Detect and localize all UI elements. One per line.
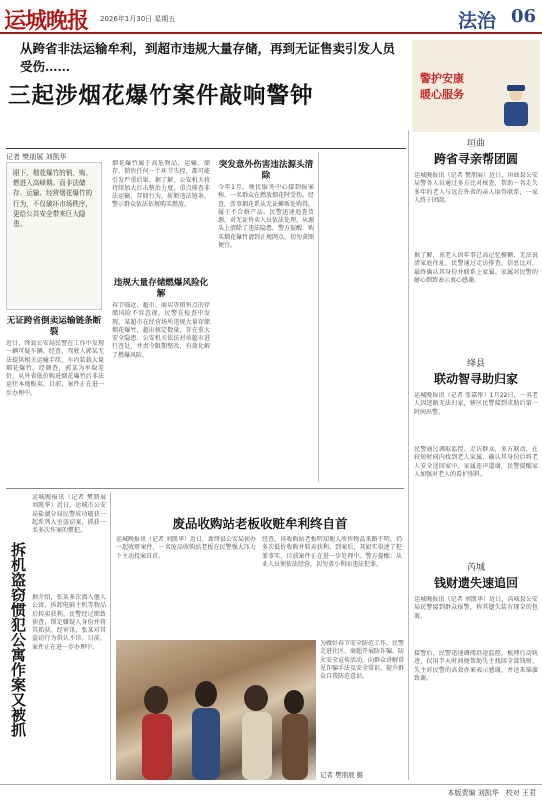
side-lower-kicker: 芮城: [466, 563, 485, 573]
lead-deck: 从跨省非法运输牟利，到超市违规大量存储，再到无证售卖引发人员受伤……: [20, 41, 396, 74]
side-mid-headline: 联动智寻助归家: [433, 372, 518, 386]
masthead: [0, 0, 542, 34]
waste-headline: 废品收购站老板收赃牟利终自首: [172, 516, 348, 531]
side-upper-headline: 跨省寻亲帮团圆: [433, 152, 518, 166]
photo-caption: 为做好春节安全防范工作，民警走进社区、商超开展防诈骗、防火安全宣传活动，向群众讲解常见诈骗手法及安全常识，提升群众自我防范意识。: [320, 640, 404, 681]
column-divider: [318, 152, 319, 482]
promo-banner: [412, 40, 540, 132]
side-lower-byline: 运城晚报讯（记者 刘凯华）近日，芮城县公安局民警接到群众报警，称其遗失装有现金的包裹。: [414, 596, 538, 620]
side-mid-kicker: 绛县: [466, 359, 485, 369]
lead-body-3: 春节临近，超市、商店等销售点的存储风险不容忽视。民警在检查中发现，某超市在经营场所违规大量存储烟花爆竹，超出核定数量，存在重大安全隐患。公安机关依法对该超市进行查处，并责令限期整改，有效化解了燃爆风险。: [112, 302, 210, 359]
theft-headline: 拆机盗窃惯犯公寓作案又被抓: [9, 542, 27, 737]
section-divider: [6, 488, 404, 489]
lead-body-1: 近日，绛县公安局民警在工作中发现一辆可疑车辆。经查，驾驶人郭某无法提供相关运输手续，车内装载大量烟花爆竹。经调查，郭某为牟取差价，从外省低价购进烟花爆竹后非法运往本地贩卖。目前，案件正在进一步办理中。: [6, 340, 104, 397]
newspaper-logo: 运城晚报: [4, 8, 89, 34]
section-name: 法治: [457, 10, 496, 32]
side-upper-body: 据了解，该老人因年事已高记忆模糊，无法说清家庭住址。民警通过走访排查、信息比对，最终确认其身份并联系上家属。家属对民警的耐心细致表示衷心感谢。: [414, 252, 538, 284]
side-upper-kicker: 垣曲: [466, 139, 485, 149]
police-figure-icon: [498, 84, 534, 128]
footer-editor: 本版责编 刘凯华 校对 王君: [447, 789, 536, 797]
side-upper-byline: 运城晚报讯（记者 樊朋展）近日，垣曲县公安局警务人员通过多方比对核查，帮助一名走失多年的老人与远在外省的亲人取得联系，一家人终于团圆。: [414, 172, 538, 204]
news-photo: [116, 640, 316, 780]
theft-rule: [110, 492, 111, 780]
page-number: 06: [510, 6, 536, 27]
waste-byline: 运城晚报讯（记者 刘凯华）近日，新绛县公安局侦办一起收赃案件，一名废品收购站老板在民警强大压力下主动投案自首。: [116, 536, 256, 560]
lead-body-2: 烟花爆竹属于高危物品，运输、储存、销售任何一个环节失控，都可能引发严重后果。据了解，公安机关将持续加大打击整治力度，重点排查非法运输、存储行为，斩断违法链条，警示群众依法依规购买燃放。: [112, 160, 210, 209]
people-silhouettes-icon: [116, 640, 316, 780]
theft-byline: 运城晚报讯（记者 樊朋展 刘凯华）近日，运城市公安局盐湖分局民警成功破获一起系列入室盗窃案，抓获一名多次作案的惯犯。: [32, 494, 106, 535]
side-mid-byline: 运城晚报讯（记者 张嘉彤）1月22日，一名老人因迷路无法归家，辖区民警接到求助后第一时间出警。: [414, 392, 538, 416]
lead-subhead-3: 突发意外伤害违法源头清除: [218, 160, 314, 181]
lead-byline: 记者 樊朋展 刘凯华: [6, 153, 67, 161]
side-lower-headline: 钱财遗失速追回: [433, 576, 518, 590]
lead-headline: 三起涉烟花爆竹案件敲响警钟: [8, 83, 314, 109]
waste-body: 经查，该收购站老板明知他人所售物品来路不明，仍多次低价收购并转卖获利。到案后，其如实供述了犯罪事实，目前案件正在进一步处理中。警方提醒：从业人员须依法经营，切勿贪小利而违法犯罪。: [262, 536, 402, 568]
lead-teaser-box: 眼下，烟花爆竹的销、购、燃进入高峰期。而非法储存、运输、经营烟花爆竹的行为，不仅破坏市场秩序，更给公共安全带来巨大隐患。: [6, 162, 102, 310]
theft-body: 据介绍，张某多次潜入他人公寓，拆卸电脑主机等物品后转卖获利。民警经过细致侦查，锁定嫌疑人身份并将其抓获。经审讯，张某对其盗窃行为供认不讳。目前，案件正在进一步办理中。: [32, 594, 106, 651]
promo-title-1: 警护安康: [420, 72, 464, 85]
divider: [6, 148, 406, 149]
side-rule: [408, 130, 409, 780]
side-mid-body: 民警通过调取监控、走访群众，多方联动，在较短时间内找到老人家属，确认其身份后将老人安全送回家中。家属连声道谢，民警提醒家人加强对老人的看护照料。: [414, 446, 538, 478]
lead-body-4: 今年1月，便民服务中心接到报案称，一名群众在燃放烟花时受伤。经查，涉事烟花系从无证摊贩处购得，属于不合格产品。民警迅速追查货源，对无证售卖人员依法处理，从源头上清除了违法隐患。警方提醒：购买烟花爆竹请到正规网点，切勿贪图便宜。: [218, 184, 314, 250]
photo-credit: 记者 樊朋展 摄: [320, 771, 364, 779]
lead-subhead-2: 违规大量存储燃爆风险化解: [113, 278, 209, 299]
page-footer: [0, 784, 542, 800]
promo-title-2: 暖心服务: [420, 88, 464, 101]
side-lower-body: 接警后，民警迅速调阅沿途监控，梳理行动轨迹，仅用半天时间便帮助失主找回全部钱财。失主对民警的高效办案表示感谢，并送来锦旗致谢。: [414, 650, 538, 682]
issue-date: 2026年1月30日 星期五: [100, 15, 176, 23]
lead-subhead-1: 无证跨省倒卖运输链条断裂: [6, 316, 102, 337]
